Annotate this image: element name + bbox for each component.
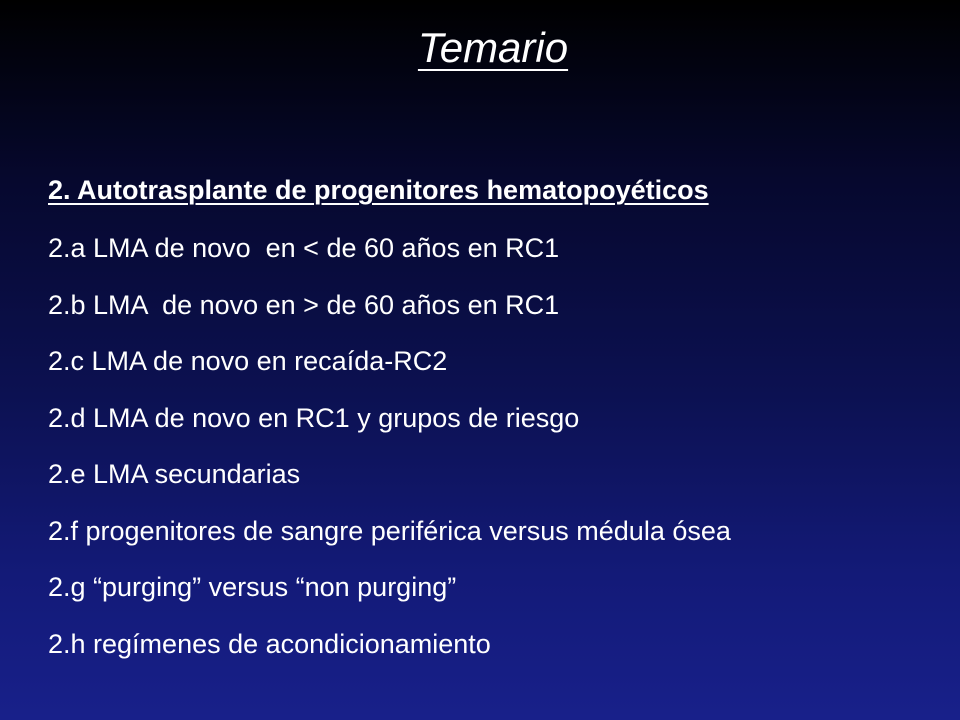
topic-item-2g: 2.g “purging” versus “non purging”	[48, 572, 457, 602]
topic-item-2f: 2.f progenitores de sangre periférica versus médula ósea	[48, 515, 731, 546]
slide-title: Temario	[417, 24, 569, 71]
slide-content	[48, 165, 948, 672]
topic-item-2c: 2.c LMA de novo en recaída-RC2	[48, 346, 448, 376]
topic-item-2b: 2.b LMA de novo en > de 60 años en RC1	[48, 289, 560, 320]
topic-item-2d: 2.d LMA de novo en RC1 y grupos de riesgo	[48, 402, 580, 433]
topic-list	[48, 220, 948, 672]
topic-item-2a: 2.a LMA de novo en < de 60 años en RC1	[48, 233, 560, 263]
section-heading: 2. Autotrasplante de progenitores hematopoyéticos	[48, 175, 709, 205]
topic-item-2e: 2.e LMA secundarias	[48, 459, 301, 489]
topic-item-2h: 2.h regímenes de acondicionamiento	[48, 628, 491, 659]
